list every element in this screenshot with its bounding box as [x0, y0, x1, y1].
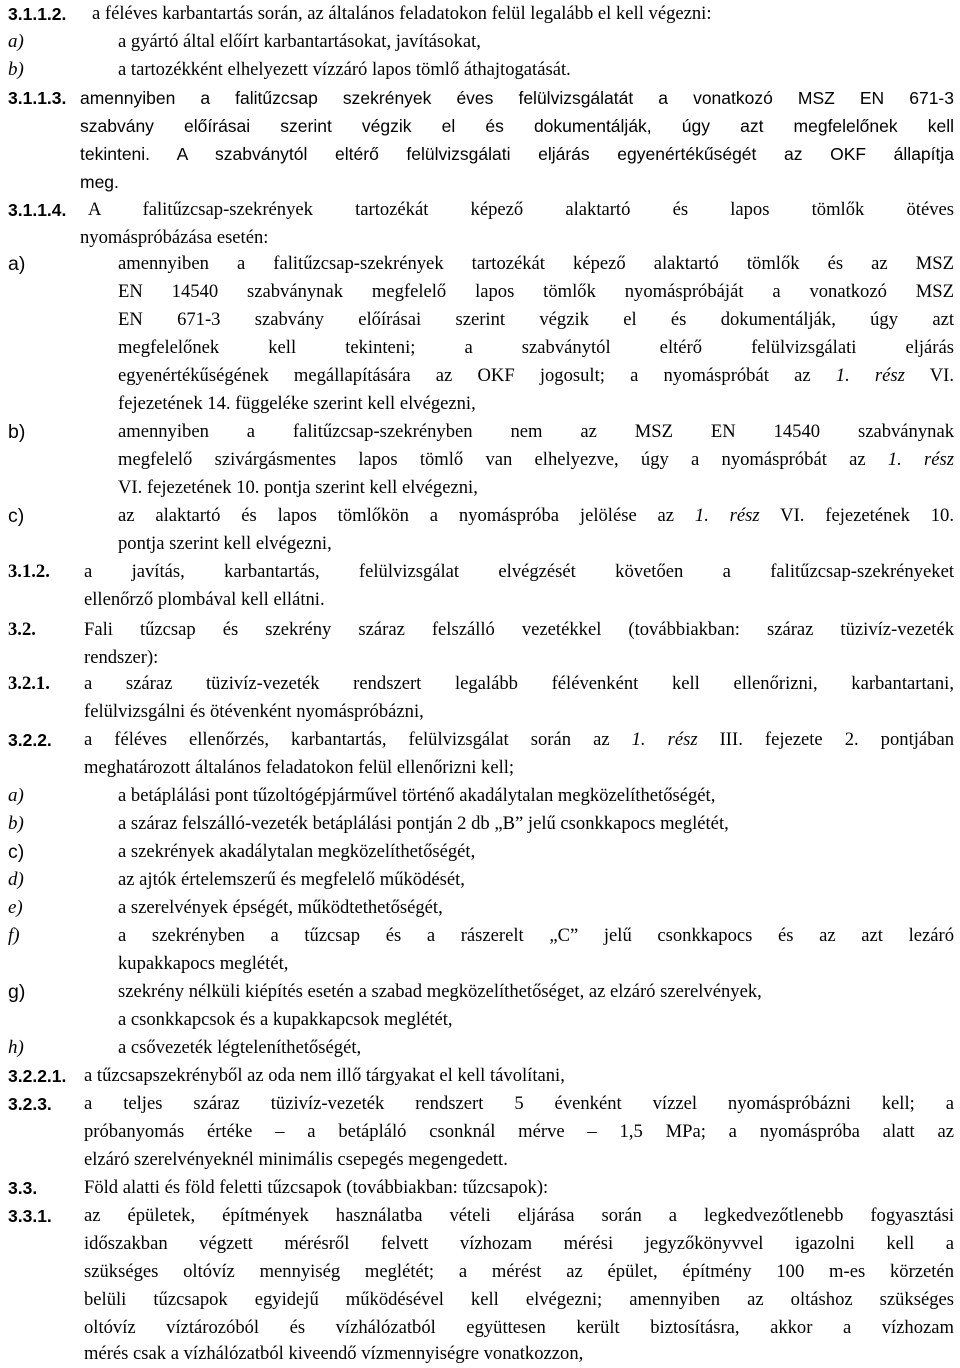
section-3-1-1-2: [0, 0, 960, 28]
section-3-1-2: [0, 558, 960, 586]
section-3-2: [0, 616, 960, 644]
paragraph-row: [0, 112, 960, 140]
paragraph-line: időszakban végzett mérésről felvett vízhozam mérési jegyzőkönyvvel igazolni kell a: [84, 1233, 954, 1254]
paragraph-line: belüli tűzcsapok egyidejű működésével kell elvégezni; amennyiben az oltáshoz szükséges: [84, 1289, 954, 1310]
paragraph-line: a tűzcsapszekrényből az oda nem illő tárgyakat el kell távolítani,: [84, 1065, 565, 1086]
list-letter: d): [8, 869, 24, 890]
list-text: fejezetének 14. függeléke szerint kell elvégezni,: [118, 393, 476, 414]
paragraph-row: [0, 1118, 960, 1146]
paragraph-row: [0, 644, 960, 672]
list-letter: c): [8, 505, 25, 527]
paragraph-line: nyomáspróbázása esetén:: [80, 227, 269, 248]
list-continuation: [0, 1006, 960, 1034]
list-letter: a): [8, 785, 24, 806]
list-text: a betáplálási pont tűzoltógépjárművel történő akadálytalan megközelíthetőségét,: [118, 785, 716, 806]
list-letter: b): [8, 59, 24, 80]
list-text: megfelelőnek kell tekinteni; a szabványtól eltérő felülvizsgálati eljárás: [118, 337, 954, 358]
paragraph-line: a féléves karbantartás során, az általános feladatokon felül legalább el kell végezni:: [92, 3, 712, 24]
text-run: megfelelő szivárgásmentes lapos tömlő van elhelyezve, úgy a nyomáspróbát az: [118, 449, 888, 470]
paragraph-line: oltóvíz víztározóból és vízhálózatból együttesen került biztosításra, akkor a vízhozam: [84, 1317, 954, 1338]
list-text: a szekrényben a tűzcsap és a rászerelt „C” jelű csonkkapocs és az azt lezáró: [118, 925, 954, 946]
paragraph-line: amennyiben a falitűzcsap szekrények éves felülvizsgálatát a vonatkozó MSZ EN 671-3: [80, 88, 954, 108]
list-text: amennyiben a falitűzcsap-szekrények tartozékát képező alaktartó tömlők és az MSZ: [118, 253, 954, 274]
section-number: 3.2.3.: [8, 1094, 52, 1114]
paragraph-line: [84, 726, 954, 754]
paragraph-line: a száraz tüzivíz-vezeték rendszert legalább félévenként kell ellenőrizni, karbantartani,: [84, 673, 954, 694]
list-continuation: [0, 390, 960, 418]
list-text: szekrény nélküli kiépítés esetén a szabad megközelíthetőséget, az elzáró szerelvények,: [118, 981, 762, 1002]
list-text: [118, 362, 954, 390]
section-3-1-1-3: [0, 84, 960, 112]
list-continuation: [0, 334, 960, 362]
paragraph-line: rendszer):: [84, 647, 159, 668]
list-continuation: [0, 530, 960, 558]
paragraph-line: szabvány előírásai szerint végzik el és dokumentálják, úgy azt megfelelőnek kell: [80, 116, 954, 136]
section-number: 3.2.2.: [8, 730, 52, 750]
paragraph-line: az épületek, építmények használatba vételi eljárása során a legkedvezőtlenebb fogyasztási: [84, 1205, 954, 1226]
paragraph-row: [0, 1314, 960, 1342]
list-text: a szekrények akadálytalan megközelíthetőségét,: [118, 841, 476, 862]
section-number: 3.2.2.1.: [8, 1066, 67, 1086]
paragraph-row: [0, 1258, 960, 1286]
italic-reference: 1. rész: [631, 729, 698, 750]
paragraph-line: tekinteni. A szabványtól eltérő felülvizsgálati eljárás egyenértékűségét az OKF állapítja: [80, 144, 954, 164]
list-item: [0, 866, 960, 894]
list-item: [0, 56, 960, 84]
list-item: [0, 978, 960, 1006]
list-item: [0, 782, 960, 810]
list-text: az ajtók értelemszerű és megfelelő működését,: [118, 869, 465, 890]
list-letter: f): [8, 925, 20, 946]
list-item: [0, 810, 960, 838]
paragraph-row: [0, 1146, 960, 1174]
section-3-3-1: [0, 1202, 960, 1230]
list-item: [0, 28, 960, 56]
section-3-3: [0, 1174, 960, 1202]
list-letter: a): [8, 253, 26, 275]
section-number: 3.3.1.: [8, 1206, 52, 1226]
paragraph-line: ellenőrző plombával kell ellátni.: [84, 589, 325, 610]
text-run: VI. fejezetének 10.: [759, 505, 954, 526]
list-letter: g): [8, 981, 26, 1003]
text-run: egyenértékűségének megállapítására az OKF jogosult; a nyomáspróbát az: [118, 365, 836, 386]
list-text: pontja szerint kell elvégezni,: [118, 533, 332, 554]
list-letter: h): [8, 1037, 24, 1058]
list-letter: a): [8, 31, 24, 52]
section-number: 3.3.: [8, 1178, 38, 1198]
list-text: a csonkkapcsok és a kupakkapcsok meglétét,: [118, 1009, 453, 1030]
paragraph-row: [0, 140, 960, 168]
list-text: VI. fejezetének 10. pontja szerint kell elvégezni,: [118, 477, 478, 498]
paragraph-row: [0, 754, 960, 782]
paragraph-row: [0, 1286, 960, 1314]
italic-reference: 1. rész: [694, 505, 760, 526]
section-3-1-1-4: [0, 196, 960, 224]
list-item: [0, 894, 960, 922]
italic-reference: 1. rész: [887, 449, 954, 470]
paragraph-line: elzáró szerelvényeknél minimális csepegés megengedett.: [84, 1149, 508, 1170]
paragraph-line: próbanyomás értéke – a betápláló csonknál mérve – 1,5 MPa; a nyomáspróba alatt az: [84, 1121, 954, 1142]
list-item: [0, 250, 960, 278]
text-run: VI.: [904, 365, 954, 386]
paragraph-line: A falitűzcsap-szekrények tartozékát képező alaktartó és lapos tömlők ötéves: [88, 199, 954, 220]
paragraph-line: meghatározott általános feladatokon felül ellenőrizni kell;: [84, 757, 515, 778]
list-item: [0, 838, 960, 866]
list-text: amennyiben a falitűzcsap-szekrényben nem az MSZ EN 14540 szabványnak: [118, 421, 954, 442]
list-continuation: [0, 306, 960, 334]
paragraph-row: [0, 1340, 960, 1368]
paragraph-line: szükséges oltóvíz mennyiség meglétét; a mérést az épület, építmény 100 m-es körzetén: [84, 1261, 954, 1282]
list-continuation: [0, 278, 960, 306]
section-3-2-2: [0, 726, 960, 754]
section-3-2-2-1: [0, 1062, 960, 1090]
list-text: a csővezeték légteleníthetőségét,: [118, 1037, 362, 1058]
list-text: a gyártó által előírt karbantartásokat, javításokat,: [118, 31, 481, 52]
paragraph-line: mérés csak a vízhálózatból kiveendő vízmennyiségre vonatkozzon,: [84, 1343, 584, 1364]
list-text: [118, 446, 954, 474]
italic-reference: 1. rész: [835, 365, 905, 386]
section-number: 3.1.1.3.: [8, 88, 67, 108]
list-text: EN 671-3 szabvány előírásai szerint végzik el és dokumentálják, úgy azt: [118, 309, 954, 330]
text-run: a féléves ellenőrzés, karbantartás, felülvizsgálat során az: [84, 729, 632, 750]
paragraph-row: [0, 168, 960, 196]
paragraph-row: [0, 586, 960, 614]
list-letter: b): [8, 421, 26, 443]
section-number: 3.1.2.: [8, 561, 50, 582]
paragraph-line: a teljes száraz tüzivíz-vezeték rendszert 5 évenként vízzel nyomáspróbázni kell; a: [84, 1093, 954, 1114]
list-text: kupakkapocs meglétét,: [118, 953, 289, 974]
list-continuation: [0, 950, 960, 978]
paragraph-line: Fali tűzcsap és szekrény száraz felszálló vezetékkel (továbbiakban: száraz tüzivíz-vezeték: [84, 619, 954, 640]
list-item: [0, 502, 960, 530]
list-item: [0, 1034, 960, 1062]
paragraph-line: meg.: [80, 172, 119, 192]
paragraph-row: [0, 224, 960, 252]
list-item: [0, 922, 960, 950]
paragraph-row: [0, 698, 960, 726]
list-continuation: [0, 446, 960, 474]
paragraph-row: [0, 1230, 960, 1258]
text-run: az alaktartó és lapos tömlőkön a nyomáspróba jelölése az: [118, 505, 695, 526]
list-item: [0, 418, 960, 446]
section-number: 3.2.: [8, 619, 36, 640]
list-text: a tartozékként elhelyezett vízzáró lapos tömlő áthajtogatását.: [118, 59, 571, 80]
section-number: 3.1.1.2.: [8, 4, 67, 24]
paragraph-line: felülvizsgálni és ötévenként nyomáspróbázni,: [84, 701, 424, 722]
list-text: [118, 502, 954, 530]
section-number: 3.1.1.4.: [8, 200, 67, 220]
list-text: a száraz felszálló-vezeték betáplálási pontján 2 db „B” jelű csonkkapocs meglétét,: [118, 813, 729, 834]
section-3-2-3: [0, 1090, 960, 1118]
paragraph-line: a javítás, karbantartás, felülvizsgálat elvégzését követően a falitűzcsap-szekrényeket: [84, 561, 954, 582]
section-number: 3.2.1.: [8, 673, 50, 694]
list-text: a szerelvények épségét, működtethetőségét,: [118, 897, 443, 918]
list-letter: c): [8, 841, 25, 863]
paragraph-line: Föld alatti és föld feletti tűzcsapok (továbbiakban: tűzcsapok):: [84, 1177, 549, 1198]
text-run: III. fejezete 2. pontjában: [697, 729, 955, 750]
list-text: EN 14540 szabványnak megfelelő lapos tömlők nyomáspróbáját a vonatkozó MSZ: [118, 281, 954, 302]
list-letter: e): [8, 897, 23, 918]
list-letter: b): [8, 813, 24, 834]
list-continuation: [0, 474, 960, 502]
list-continuation: [0, 362, 960, 390]
section-3-2-1: [0, 670, 960, 698]
